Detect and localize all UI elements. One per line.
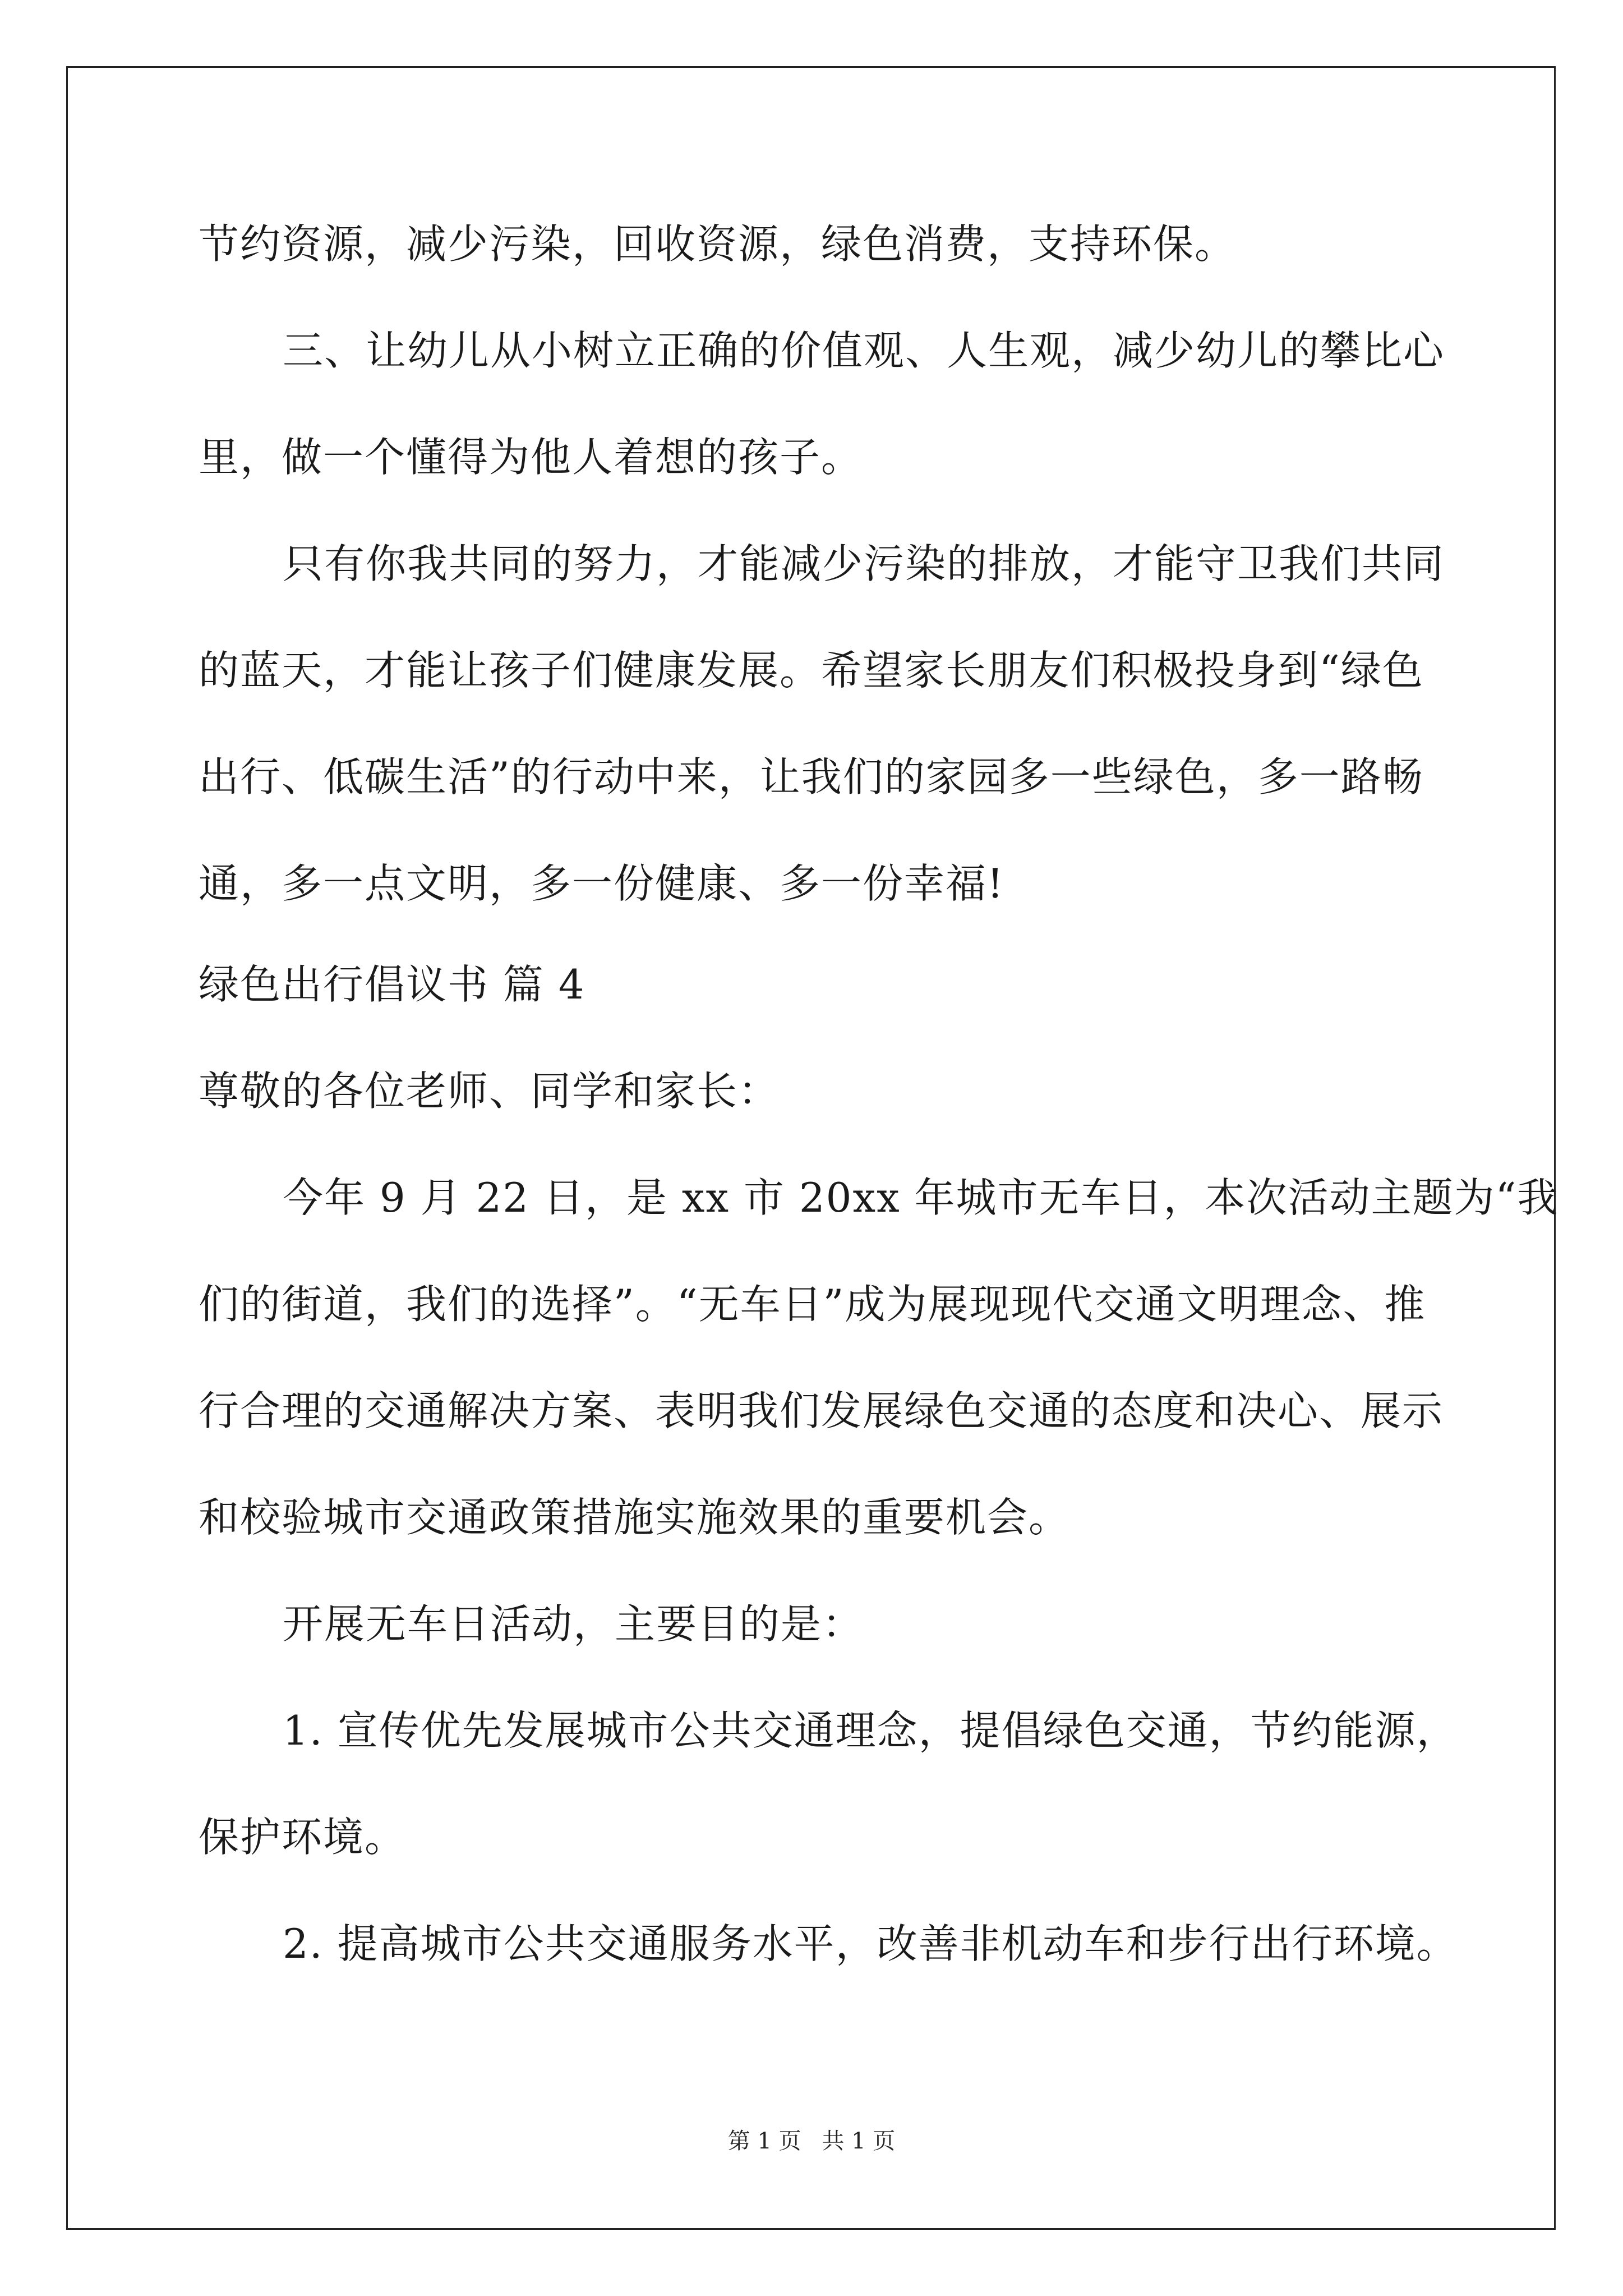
text-line: 通，多一点文明，多一份健康、多一份幸福! — [199, 860, 1004, 907]
page-border — [66, 66, 1556, 2230]
page-number: 第 1 页 — [727, 2128, 801, 2154]
text-line: 行合理的交通解决方案、表明我们发展绿色交通的态度和决心、展示 — [199, 1387, 1444, 1434]
text-line: 三、让幼儿从小树立正确的价值观、人生观，减少幼儿的攀比心 — [283, 327, 1445, 374]
text-line: 节约资源，减少污染，回收资源，绿色消费，支持环保。 — [199, 220, 1237, 268]
text-line: 的蓝天，才能让孩子们健康发展。希望家长朋友们积极投身到“绿色 — [199, 647, 1424, 694]
text-line: 开展无车日活动，主要目的是： — [283, 1600, 864, 1648]
text-line: 1. 宣传优先发展城市公共交通理念，提倡绿色交通，节约能源， — [283, 1707, 1458, 1754]
text-line: 2. 提高城市公共交通服务水平，改善非机动车和步行出行环境。 — [283, 1920, 1458, 1967]
section-heading: 绿色出行倡议书 篇 4 — [199, 961, 585, 1008]
page-total: 共 1 页 — [822, 2128, 896, 2154]
text-line: 出行、低碳生活”的行动中来，让我们的家园多一些绿色，多一路畅 — [199, 753, 1424, 800]
page-footer — [0, 2127, 1623, 2155]
text-line: 只有你我共同的努力，才能减少污染的排放，才能守卫我们共同 — [283, 540, 1445, 587]
salutation: 尊敬的各位老师、同学和家长： — [199, 1068, 780, 1115]
text-line: 们的街道，我们的选择”。“无车日”成为展现现代交通文明理念、推 — [199, 1281, 1426, 1328]
text-line: 和校验城市交通政策措施实施效果的重要机会。 — [199, 1494, 1071, 1541]
text-line: 保护环境。 — [199, 1814, 407, 1861]
text-line: 里，做一个懂得为他人着想的孩子。 — [199, 434, 863, 481]
text-line: 今年 9 月 22 日，是 xx 市 20xx 年城市无车日，本次活动主题为“我 — [283, 1174, 1559, 1221]
